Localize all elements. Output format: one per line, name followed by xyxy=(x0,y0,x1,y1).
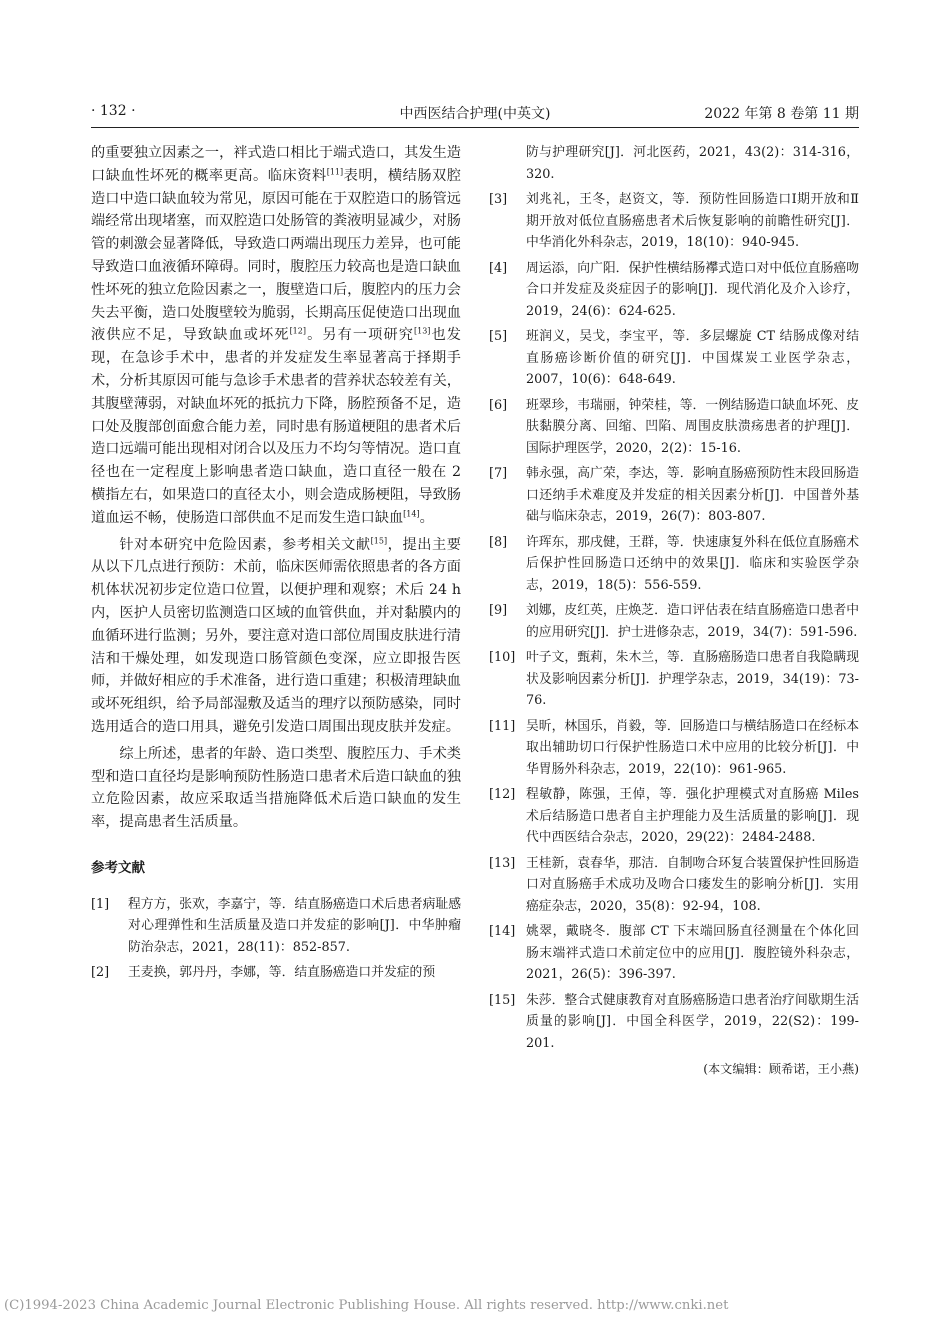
text-run: ，提出主要从以下几点进行预防：术前，临床医师需依照患者的各方面机体状况初步定位造口位置，以便护理和观察；术后 24 h 内，医护人员密切监测造口区域的血管供血，并对黏膜内的血循环进行监测；另外，要注意对造口部位周围皮肤进行清洁和干燥处理，如发现造口肠管颜色变深，应立即报告医师，并做好相应的手术准备，进行造口重建；积极清理缺血或坏死组织，给予局部湿敷及适当的理疗以预防感染，同时选用适合的造口用具，避免引发造口周围出现皮肤并发症。 xyxy=(91,536,461,735)
reference-number: [8] xyxy=(489,534,508,550)
reference-number: [10] xyxy=(489,650,516,665)
reference-text: 吴昕，林国乐，肖毅，等．回肠造口与横结肠造口在经标本取出辅助切口行保护性肠造口术中应用的比较分析[J]．中华胃肠外科杂志，2019，22(10)：961-965. xyxy=(526,718,859,777)
reference-item xyxy=(91,894,461,959)
reference-text: 姚翠，戴晓冬．腹部 CT 下末端回肠直径测量在个体化回肠末端袢式造口术前定位中的应用[J]．腹腔镜外科杂志，2021，26(5)：396-397. xyxy=(526,924,859,982)
citation: [14] xyxy=(403,509,420,519)
reference-text: 叶子文，甄莉，朱木兰，等．直肠癌肠造口患者自我隐瞒现状及影响因素分析[J]．护理学杂志，2019，34(19)：73-76. xyxy=(526,650,859,708)
body-paragraph-1 xyxy=(91,142,461,530)
running-header xyxy=(91,103,859,127)
body-paragraph-3: 综上所述，患者的年龄、造口类型、腹腔压力、手术类型和造口直径均是影响预防性肠造口患者术后造口缺血的独立危险因素，故应采取适当措施降低术后造口缺血的发生率，提高患者生活质量。 xyxy=(91,745,461,831)
reference-number: [1] xyxy=(91,896,110,912)
page-number: · 132 · xyxy=(91,103,136,119)
citation: [13] xyxy=(414,326,431,336)
reference-item xyxy=(489,258,859,323)
reference-item xyxy=(91,962,461,984)
reference-text: 王麦换，郭丹丹，李娜，等．结直肠癌造口并发症的预 xyxy=(128,965,436,981)
reference-text: 防与护理研究[J]．河北医药，2021，43(2)：314-316，320. xyxy=(526,145,859,182)
reference-text: 王桂新，袁春华，那洁．自制吻合环复合装置保护性回肠造口对直肠癌手术成功及吻合口瘘发生的影响分析[J]．实用癌症杂志，2020，35(8)：92-94，108. xyxy=(526,855,859,914)
reference-list-right xyxy=(489,189,859,1054)
reference-item xyxy=(489,463,859,528)
left-column xyxy=(91,142,461,988)
reference-item xyxy=(489,189,859,254)
reference-item xyxy=(489,647,859,712)
reference-number: [12] xyxy=(489,787,516,802)
text-run: 。 xyxy=(419,509,434,526)
text-run: 针对本研究中危险因素，参考相关文献 xyxy=(119,536,371,553)
reference-text: 程方方，张欢，李嘉宁，等．结直肠癌造口术后患者病耻感对心理弹性和生活质量及造口并发症的影响[J]．中华肿瘤防治杂志，2021，28(11)：852-857. xyxy=(128,896,461,955)
reference-number: [5] xyxy=(489,329,508,344)
copyright-footer: (C)1994-2023 China Academic Journal Electronic Publishing House. All rights reserved. http://www.cnki.net xyxy=(4,1298,729,1313)
reference-text: 班润义，吴戈，李宝平，等．多层螺旋 CT 结肠成像对结直肠癌诊断价值的研究[J]．中国煤炭工业医学杂志，2007，10(6)：648-649. xyxy=(526,329,859,387)
reference-item xyxy=(489,395,859,460)
reference-text: 程敏静，陈强，王倬，等．强化护理模式对直肠癌 Miles 术后结肠造口患者自主护理能力及生活质量的影响[J]．现代中西医结合杂志，2020，29(22)：2484-2488. xyxy=(526,787,859,845)
reference-number: [15] xyxy=(489,992,516,1008)
text-run: 也发现，在急诊手术中，患者的并发症发生率显著高于择期手术，分析其原因可能与急诊手术患者的营养状态较差有关，其腹壁薄弱，对缺血坏死的抵抗力下降，肠腔预备不足，造口处及腹部创面愈合能力差，同时患有肠道梗阻的患者术后造口远端可能出现相对闭合以及压力不均匀等情况。造口直径也在一定程度上影响患者造口缺血，造口直径一般在 2 横指左右，如果造口的直径太小，则会造成肠梗阻，导致肠道血运不畅，使肠造口部供血不足而发生造口缺血 xyxy=(91,327,461,526)
reference-item xyxy=(489,990,859,1055)
reference-item xyxy=(489,921,859,986)
reference-item xyxy=(489,853,859,918)
reference-number: [11] xyxy=(489,718,516,734)
editor-note: (本文编辑：顾希诺，王小燕) xyxy=(703,1062,859,1076)
reference-continuation xyxy=(489,142,859,185)
reference-number: [4] xyxy=(489,260,508,276)
reference-item xyxy=(489,326,859,391)
reference-text: 周运添，向广阳．保护性横结肠襻式造口对中低位直肠癌吻合口并发症及炎症因子的影响[J]．现代消化及介入诊疗，2019，24(6)：624-625. xyxy=(526,260,859,319)
reference-number: [7] xyxy=(489,466,508,481)
reference-number: [6] xyxy=(489,397,508,413)
references-heading: 参考文献 xyxy=(91,859,145,876)
reference-item xyxy=(489,784,859,849)
reference-number: [3] xyxy=(489,192,508,207)
reference-number: [9] xyxy=(489,603,508,618)
journal-title: 中西医结合护理(中英文) xyxy=(399,106,551,122)
citation: [12] xyxy=(289,326,306,336)
reference-number: [2] xyxy=(91,965,110,981)
citation: [15] xyxy=(370,535,388,545)
reference-list-left xyxy=(91,894,461,984)
reference-item xyxy=(489,600,859,643)
reference-text: 朱莎．整合式健康教育对直肠癌肠造口患者治疗间歇期生活质量的影响[J]．中国全科医学，2019，22(S2)：199-201. xyxy=(526,992,859,1051)
right-column xyxy=(489,142,859,1077)
issue-info: 2022 年第 8 卷第 11 期 xyxy=(704,106,859,122)
text-run: 的重要独立因素之一，袢式造口相比于端式造口，其发生造口缺血性坏死的概率更高。临床资料 xyxy=(91,145,461,184)
citation: [11] xyxy=(326,167,344,177)
reference-item xyxy=(489,532,859,597)
reference-text: 许珲东，那戌健，王群，等．快速康复外科在低位直肠癌术后保护性回肠造口还纳中的效果[J]．临床和实验医学杂志，2019，18(5)：556-559. xyxy=(526,534,859,593)
reference-number: [14] xyxy=(489,924,516,939)
text-run: 表明，横结肠双腔造口中造口缺血较为常见，原因可能在于双腔造口的肠管远端经常出现堵塞，而双腔造口处肠管的粪液明显减少，对肠管的刺激会显著降低，导致造口两端出现压力差异，也可能导致造口血液循环障碍。同时，腹腔压力较高也是造口缺血性坏死的独立危险因素之一，腹壁造口后，腹腔内的压力会失去平衡，造口处腹壁较为脆弱，长期高压促使造口出现血液供应不足，导致缺血或坏死 xyxy=(91,167,461,344)
reference-number: [13] xyxy=(489,855,516,871)
reference-text: 刘娜，皮红英，庄焕芝．造口评估表在结直肠癌造口患者中的应用研究[J]．护士进修杂志，2019，34(7)：591-596. xyxy=(526,603,859,640)
body-paragraph-2 xyxy=(91,534,461,739)
reference-item xyxy=(489,716,859,781)
header-rule xyxy=(91,127,859,128)
reference-text: 班翠珍，韦瑞丽，钟荣桂，等．一例结肠造口缺血坏死、皮肤黏膜分离、回缩、凹陷、周围皮肤溃疡患者的护理[J]．国际护理医学，2020，2(2)：15-16. xyxy=(526,397,859,456)
reference-text: 刘兆礼，王冬，赵资文，等．预防性回肠造口Ⅰ期开放和Ⅱ期开放对低位直肠癌患者术后恢复影响的前瞻性研究[J]．中华消化外科杂志，2019，18(10)：940-945. xyxy=(526,192,859,250)
text-run: 。另有一项研究 xyxy=(305,327,414,344)
reference-text: 韩永强，高广荣，李达，等．影响直肠癌预防性末段回肠造口还纳手术难度及并发症的相关因素分析[J]．中国普外基础与临床杂志，2019，26(7)：803-807. xyxy=(526,466,859,524)
